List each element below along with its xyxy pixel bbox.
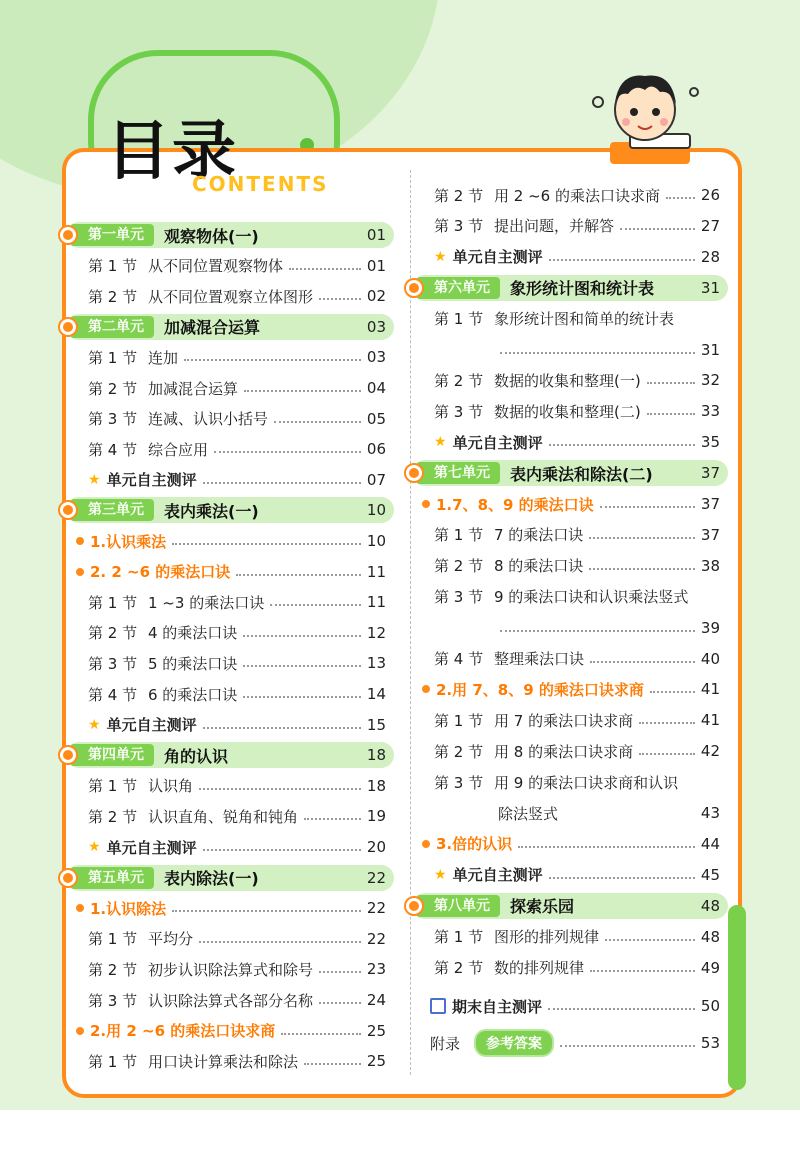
- section-title: 除法竖式: [498, 804, 559, 823]
- dot-leader: [639, 722, 695, 724]
- section-row[interactable]: [412, 306, 728, 332]
- dot-leader: [647, 382, 695, 384]
- page-number: 14: [366, 685, 386, 703]
- dot-leader: [589, 568, 695, 570]
- section-row[interactable]: [66, 681, 394, 707]
- dot-leader: [236, 574, 361, 576]
- dot-leader: [620, 228, 695, 230]
- bullet-dot-icon: [76, 1027, 84, 1035]
- page-number: 32: [700, 371, 720, 390]
- bullet-dot-icon: [422, 840, 430, 848]
- dot-leader: [500, 630, 695, 632]
- unit-test-row[interactable]: [412, 244, 728, 270]
- section-title: 加减混合运算: [148, 379, 239, 398]
- unit-row[interactable]: [66, 314, 394, 340]
- dot-leader: [270, 604, 361, 606]
- page-number: 39: [700, 618, 720, 637]
- appendix-row[interactable]: [412, 1030, 728, 1056]
- dot-leader: [639, 753, 695, 755]
- section-number: 第 1 节: [434, 928, 484, 947]
- star-icon: ★: [434, 248, 447, 265]
- page-number: 26: [700, 186, 720, 204]
- section-title: 数据的收集和整理(二): [494, 402, 641, 421]
- page-number: 31: [700, 340, 720, 359]
- dot-leader: [548, 1008, 695, 1010]
- final-test-title: 期末自主测评: [452, 997, 543, 1016]
- unit-title: 表内乘法和除法(二): [510, 464, 653, 484]
- unit-row[interactable]: [412, 275, 728, 301]
- page-number: 53: [700, 1034, 720, 1053]
- section-number: 第 2 节: [434, 186, 484, 205]
- section-row[interactable]: [66, 803, 394, 829]
- dot-leader: [560, 1045, 695, 1047]
- section-title: 7 的乘法口诀: [494, 526, 584, 545]
- section-title: 用 7 的乘法口诀求商: [494, 711, 634, 730]
- section-number: 第 1 节: [88, 593, 138, 612]
- dot-leader: [500, 352, 695, 354]
- section-title: 用口诀计算乘法和除法: [148, 1052, 299, 1071]
- page-number: 41: [700, 680, 720, 699]
- dot-leader: [203, 482, 361, 484]
- subtopic-row[interactable]: [66, 559, 394, 585]
- section-title: 认识直角、锐角和钝角: [148, 807, 299, 826]
- section-number: 第 2 节: [434, 742, 484, 761]
- exam-icon: [430, 998, 446, 1014]
- section-title: 5 的乘法口诀: [148, 654, 238, 673]
- dot-leader: [518, 846, 695, 848]
- dot-leader: [647, 413, 695, 415]
- subtopic-title: 2. 2 ~6 的乘法口诀: [90, 563, 231, 582]
- page-number: 05: [366, 409, 386, 428]
- dot-leader: [319, 971, 361, 973]
- unit-test-row[interactable]: [66, 467, 394, 493]
- page-number: 18: [366, 776, 386, 795]
- page-number: 23: [366, 960, 386, 979]
- appendix-label: 附录: [430, 1034, 461, 1053]
- page-number: 01: [366, 256, 386, 275]
- page-number: 28: [700, 247, 720, 266]
- section-row[interactable]: [66, 956, 394, 982]
- section-row[interactable]: [412, 398, 728, 424]
- section-number: 第 3 节: [434, 217, 484, 236]
- unit-test-title: 单元自主测评: [452, 866, 543, 885]
- section-row[interactable]: [66, 987, 394, 1013]
- page-number: 37: [700, 495, 720, 513]
- subtopic-title: 1.认识乘法: [90, 532, 167, 551]
- bullet-dot-icon: [76, 537, 84, 545]
- subtopic-title: 1.认识除法: [90, 899, 167, 918]
- star-icon: ★: [88, 716, 101, 733]
- dot-leader: [549, 877, 695, 879]
- page-number: 38: [700, 556, 720, 575]
- page-number: 20: [366, 838, 386, 856]
- page-number: 44: [700, 834, 720, 853]
- page-number: 24: [366, 991, 386, 1009]
- unit-test-title: 单元自主测评: [106, 716, 197, 735]
- unit-test-row[interactable]: [66, 712, 394, 738]
- section-title: 用 8 的乘法口诀求商: [494, 742, 634, 761]
- page-number: 12: [366, 623, 386, 642]
- unit-title: 角的认识: [164, 746, 229, 766]
- section-title: 认识除法算式各部分名称: [148, 991, 314, 1010]
- dot-leader: [172, 910, 361, 912]
- unit-test-title: 单元自主测评: [106, 838, 197, 857]
- section-title: 从不同位置观察立体图形: [148, 287, 314, 306]
- page-number: 45: [700, 865, 720, 884]
- dot-leader: [666, 197, 695, 199]
- section-row[interactable]: [66, 436, 394, 462]
- subtopic-title: 3.倍的认识: [436, 835, 513, 854]
- unit-row[interactable]: [66, 497, 394, 523]
- unit-title: 表内乘法(一): [164, 501, 259, 521]
- section-number: 第 1 节: [434, 526, 484, 545]
- dot-leader: [304, 818, 361, 820]
- page-number: 35: [700, 433, 720, 452]
- section-row[interactable]: [66, 375, 394, 401]
- bullet-dot-icon: [76, 904, 84, 912]
- section-number: 第 1 节: [88, 257, 138, 276]
- unit-row[interactable]: [66, 742, 394, 768]
- page-number: 03: [366, 317, 386, 336]
- page-number: 07: [366, 470, 386, 489]
- page-number: 10: [366, 532, 386, 550]
- section-row[interactable]: [412, 646, 728, 672]
- unit-test-row[interactable]: [66, 834, 394, 860]
- section-number: 第 2 节: [434, 959, 484, 977]
- dot-leader: [600, 506, 695, 508]
- section-number: 第 2 节: [88, 379, 138, 398]
- section-row[interactable]: [66, 926, 394, 952]
- page-number: 25: [366, 1021, 386, 1040]
- unit-row[interactable]: [66, 865, 394, 891]
- unit-label: 第六单元: [416, 277, 500, 299]
- unit-label: 第四单元: [70, 744, 154, 766]
- dot-leader: [304, 1063, 361, 1065]
- star-icon: ★: [88, 471, 101, 488]
- dot-leader: [243, 635, 361, 637]
- section-row[interactable]: [412, 553, 728, 579]
- section-continuation-row[interactable]: [412, 337, 728, 363]
- section-number: 第 2 节: [88, 287, 138, 306]
- page-number: 48: [700, 896, 720, 915]
- dot-leader: [289, 268, 361, 270]
- unit-test-title: 单元自主测评: [106, 471, 197, 490]
- page-number: 31: [700, 278, 720, 297]
- dot-leader: [199, 941, 361, 943]
- subtopic-row[interactable]: [412, 491, 728, 517]
- page-number: 13: [366, 654, 386, 673]
- section-row[interactable]: [66, 620, 394, 646]
- section-row[interactable]: [66, 773, 394, 799]
- dot-leader: [274, 421, 361, 423]
- section-row[interactable]: [66, 344, 394, 370]
- section-row[interactable]: [66, 1048, 394, 1074]
- section-number: 第 1 节: [88, 777, 138, 796]
- section-title: 数据的收集和整理(一): [494, 371, 641, 390]
- section-row[interactable]: [412, 769, 728, 795]
- page-number: 48: [700, 927, 720, 946]
- section-number: 第 2 节: [434, 557, 484, 576]
- panel-green-edge: [728, 905, 746, 1090]
- boy-mascot-icon: [590, 62, 710, 172]
- section-title: 初步认识除法算式和除号: [148, 960, 314, 979]
- page-number: 22: [366, 868, 386, 887]
- unit-label: 第三单元: [70, 499, 154, 521]
- unit-title: 观察物体(一): [164, 226, 259, 246]
- section-row[interactable]: [412, 182, 728, 208]
- page-title: 目录: [106, 115, 238, 189]
- section-title: 整理乘法口诀: [494, 650, 585, 668]
- unit-label: 第五单元: [70, 867, 154, 889]
- unit-label: 第二单元: [70, 316, 154, 338]
- section-title: 用 2 ~6 的乘法口诀求商: [494, 186, 660, 205]
- section-number: 第 1 节: [88, 1052, 138, 1071]
- page-number: 43: [700, 804, 720, 822]
- dot-leader: [319, 1002, 361, 1004]
- section-number: 第 2 节: [434, 371, 484, 390]
- page-number: 22: [366, 899, 386, 918]
- subtopic-title: 2.用 7、8、9 的乘法口诀求商: [436, 680, 644, 699]
- dot-leader: [605, 939, 695, 941]
- subtopic-row[interactable]: [412, 831, 728, 857]
- page-number: 42: [700, 742, 720, 761]
- page-number: 50: [700, 997, 720, 1016]
- unit-row[interactable]: [66, 222, 394, 248]
- unit-title: 加减混合运算: [164, 318, 261, 338]
- dot-leader: [589, 537, 695, 539]
- section-title: 综合应用: [148, 440, 209, 459]
- section-title: 连减、认识小括号: [148, 410, 269, 429]
- section-title: 连加: [148, 348, 179, 367]
- section-title: 图形的排列规律: [494, 928, 600, 947]
- section-number: 第 2 节: [88, 960, 138, 979]
- section-title: 平均分: [148, 930, 194, 949]
- dot-leader: [184, 359, 361, 361]
- page-number: 41: [700, 711, 720, 730]
- section-number: 第 3 节: [88, 410, 138, 429]
- page-number: 19: [366, 807, 386, 826]
- unit-row[interactable]: [412, 893, 728, 919]
- unit-title: 探索乐园: [510, 897, 575, 917]
- dot-leader: [590, 970, 695, 972]
- section-title: 从不同位置观察物体: [148, 257, 284, 276]
- dot-leader: [243, 665, 361, 667]
- section-number: 第 3 节: [88, 654, 138, 673]
- section-title: 9 的乘法口诀和认识乘法竖式: [494, 588, 689, 607]
- bullet-dot-icon: [76, 568, 84, 576]
- unit-test-title: 单元自主测评: [452, 433, 543, 452]
- section-title: 8 的乘法口诀: [494, 557, 584, 576]
- page-number: 27: [700, 216, 720, 235]
- subtopic-row[interactable]: [66, 895, 394, 921]
- page-number: 01: [366, 226, 386, 244]
- dot-leader: [243, 696, 361, 698]
- page-number: 02: [366, 287, 386, 306]
- page-number: 22: [366, 929, 386, 948]
- subtopic-row[interactable]: [66, 1018, 394, 1044]
- page-number: 06: [366, 440, 386, 459]
- section-row[interactable]: [412, 738, 728, 764]
- section-row[interactable]: [412, 213, 728, 239]
- page-number: 03: [366, 348, 386, 367]
- dot-leader: [549, 259, 695, 261]
- unit-label: 第八单元: [416, 895, 500, 917]
- page-number: 37: [700, 464, 720, 483]
- dot-leader: [172, 543, 361, 545]
- section-number: 第 3 节: [434, 402, 484, 421]
- dot-leader: [214, 451, 361, 453]
- section-row[interactable]: [66, 650, 394, 676]
- section-row[interactable]: [412, 955, 728, 981]
- section-row[interactable]: [412, 584, 728, 610]
- dot-leader: [549, 444, 695, 446]
- dot-leader: [244, 390, 361, 392]
- section-number: 第 3 节: [434, 588, 484, 607]
- bullet-dot-icon: [422, 500, 430, 508]
- page-number: 04: [366, 379, 386, 397]
- dot-leader: [203, 727, 361, 729]
- section-title: 象形统计图和简单的统计表: [494, 310, 675, 329]
- section-title: 数的排列规律: [494, 959, 585, 977]
- dot-leader: [319, 298, 361, 300]
- page-subtitle: CONTENTS: [192, 172, 329, 196]
- page-number: 15: [366, 715, 386, 734]
- unit-title: 象形统计图和统计表: [510, 279, 655, 299]
- section-row[interactable]: [412, 707, 728, 733]
- section-number: 第 4 节: [88, 440, 138, 459]
- section-number: 第 1 节: [88, 348, 138, 367]
- dot-leader: [590, 661, 695, 663]
- section-continuation-row[interactable]: [412, 800, 728, 826]
- star-icon: ★: [434, 866, 447, 883]
- unit-title: 表内除法(一): [164, 869, 259, 889]
- dot-leader: [281, 1033, 361, 1035]
- section-number: 第 4 节: [434, 650, 484, 668]
- unit-test-row[interactable]: [412, 862, 728, 888]
- section-row[interactable]: [66, 253, 394, 279]
- subtopic-row[interactable]: [66, 528, 394, 554]
- subtopic-title: 2.用 2 ~6 的乘法口诀求商: [90, 1022, 276, 1041]
- section-number: 第 2 节: [88, 807, 138, 826]
- section-row[interactable]: [66, 406, 394, 432]
- section-row[interactable]: [412, 367, 728, 393]
- section-number: 第 2 节: [88, 624, 138, 643]
- section-number: 第 3 节: [434, 773, 484, 792]
- page-number: 37: [700, 525, 720, 544]
- page-number: 25: [366, 1052, 386, 1071]
- dot-leader: [203, 849, 361, 851]
- section-number: 第 1 节: [434, 711, 484, 730]
- dot-leader: [650, 691, 695, 693]
- section-number: 第 3 节: [88, 991, 138, 1010]
- bullet-dot-icon: [422, 685, 430, 693]
- section-row[interactable]: [412, 522, 728, 548]
- page-number: 11: [366, 593, 386, 612]
- page-number: 11: [366, 562, 386, 581]
- section-row[interactable]: [66, 283, 394, 309]
- section-continuation-row[interactable]: [412, 615, 728, 641]
- page-number: 10: [366, 501, 386, 520]
- page-number: 40: [700, 649, 720, 668]
- unit-test-row[interactable]: [412, 429, 728, 455]
- dot-leader: [199, 788, 361, 790]
- unit-test-title: 单元自主测评: [452, 248, 543, 267]
- subtopic-title: 1.7、8、9 的乘法口诀: [436, 495, 594, 514]
- final-test-row[interactable]: [412, 993, 728, 1019]
- answers-badge[interactable]: 参考答案: [474, 1029, 554, 1057]
- star-icon: ★: [88, 839, 101, 855]
- subtopic-row[interactable]: [412, 676, 728, 702]
- section-title: 4 的乘法口诀: [148, 624, 238, 643]
- section-title: 1 ~3 的乘法口诀: [148, 593, 265, 612]
- unit-row[interactable]: [412, 460, 728, 486]
- section-title: 认识角: [148, 777, 194, 796]
- section-title: 用 9 的乘法口诀求商和认识: [494, 773, 679, 792]
- section-number: 第 4 节: [88, 685, 138, 704]
- page-number: 33: [700, 402, 720, 421]
- section-title: 6 的乘法口诀: [148, 685, 238, 704]
- unit-label: 第七单元: [416, 462, 500, 484]
- section-number: 第 1 节: [434, 310, 484, 329]
- page-number: 49: [700, 958, 720, 977]
- section-number: 第 1 节: [88, 930, 138, 949]
- section-title: 提出问题，并解答: [494, 217, 615, 236]
- star-icon: ★: [434, 434, 447, 451]
- unit-label: 第一单元: [70, 224, 154, 246]
- section-row[interactable]: [66, 589, 394, 615]
- section-row[interactable]: [412, 924, 728, 950]
- page-number: 18: [366, 746, 386, 765]
